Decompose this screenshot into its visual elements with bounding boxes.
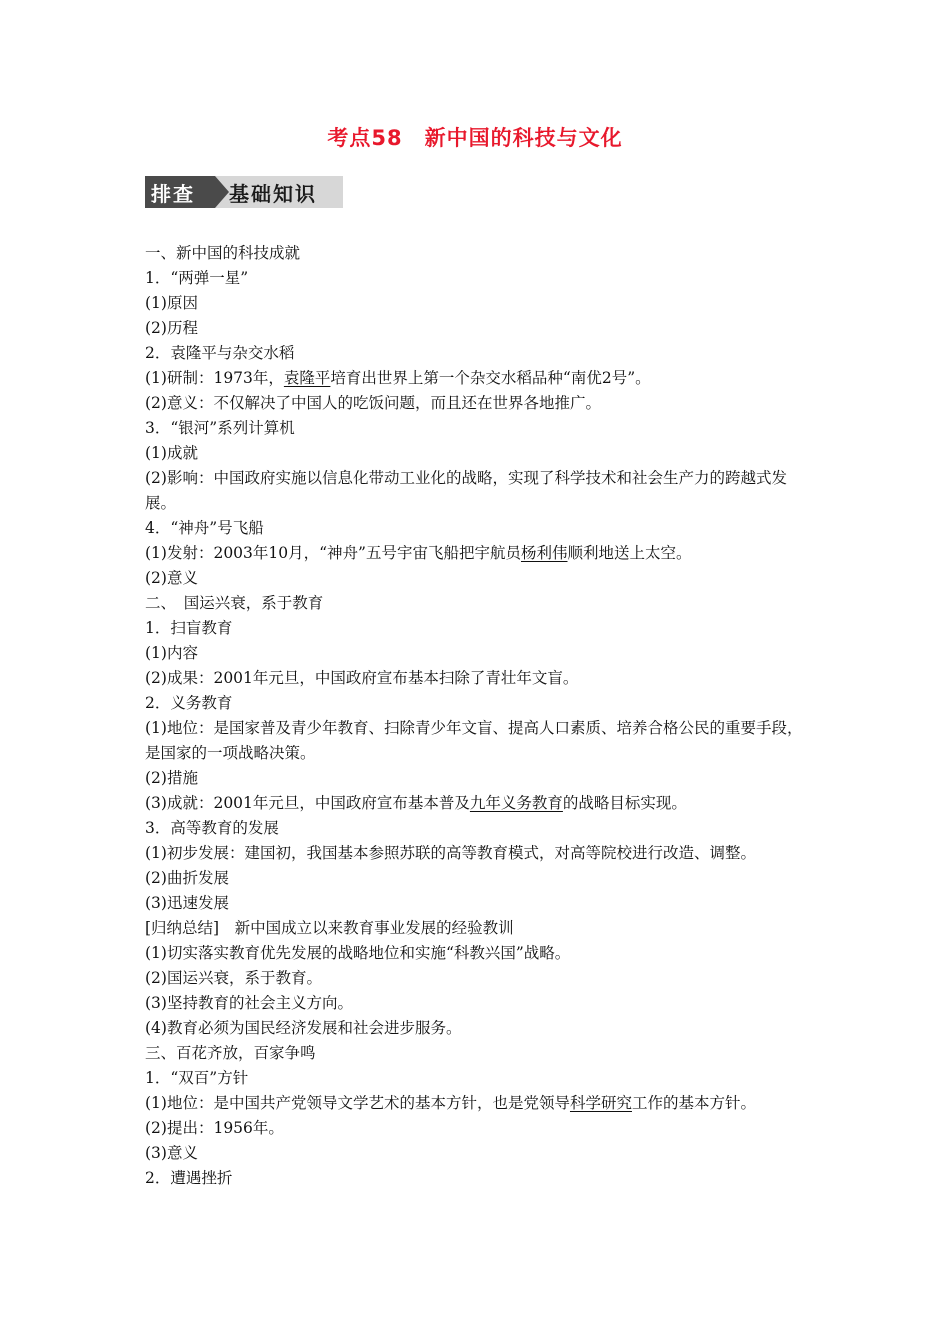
underlined-term: 九年义务教育 xyxy=(469,794,563,812)
text-line: 2．遭遇挫折 xyxy=(145,1169,233,1187)
text-line: 1．扫盲教育 xyxy=(145,619,233,637)
banner-label: 基础知识 xyxy=(229,182,317,206)
text-line: 一、新中国的科技成就 xyxy=(145,244,301,262)
text-line: (1)成就 xyxy=(145,444,198,462)
text-line: (2)措施 xyxy=(145,769,198,787)
text-line: (3)坚持教育的社会主义方向。 xyxy=(145,994,353,1012)
text-line: 2．义务教育 xyxy=(145,694,233,712)
text-line: (3)迅速发展 xyxy=(145,894,229,912)
page-title: 考点58 新中国的科技与文化 xyxy=(327,126,623,150)
text-line: 1．“双百”方针 xyxy=(145,1069,249,1087)
text-line: 4．“神舟”号飞船 xyxy=(145,519,264,537)
text-line xyxy=(145,366,810,391)
text-segment: 顺利地送上太空。 xyxy=(567,544,692,562)
text-segment: (1)发射：2003年10月，“神舟”五号宇宙飞船把宇航员 xyxy=(145,544,521,562)
text-line: (2)影响：中国政府实施以信息化带动工业化的战略，实现了科学技术和社会生产力的跨越式发展。 xyxy=(145,469,787,512)
section-banner xyxy=(145,176,343,208)
text-segment: 工作的基本方针。 xyxy=(631,1094,756,1112)
text-segment: (3)成就：2001年元旦，中国政府宣布基本普及 xyxy=(145,794,470,812)
underlined-term: 袁隆平 xyxy=(283,369,331,387)
text-line: (2)曲折发展 xyxy=(145,869,229,887)
text-segment: (1)地位：是中国共产党领导文学艺术的基本方针，也是党领导 xyxy=(145,1094,570,1112)
text-segment: (1)研制：1973年， xyxy=(145,369,284,387)
text-line: (1)初步发展：建国初，我国基本参照苏联的高等教育模式，对高等院校进行改造、调整。 xyxy=(145,844,756,862)
text-line: 2．袁隆平与杂交水稻 xyxy=(145,344,295,362)
text-line: (1)地位：是国家普及青少年教育、扫除青少年文盲、提高人口素质、培养合格公民的重要手段，是国家的一项战略决策。 xyxy=(145,719,803,762)
text-line: (1)内容 xyxy=(145,644,198,662)
text-line: (2)国运兴衰，系于教育。 xyxy=(145,969,322,987)
text-line: (2)历程 xyxy=(145,319,198,337)
banner-tag: 排查 xyxy=(151,182,195,206)
text-line: (1)原因 xyxy=(145,294,198,312)
underlined-term: 杨利伟 xyxy=(520,544,568,562)
underlined-term: 科学研究 xyxy=(569,1094,632,1112)
text-line: (3)意义 xyxy=(145,1144,198,1162)
text-line: (2)意义：不仅解决了中国人的吃饭问题，而且还在世界各地推广。 xyxy=(145,394,601,412)
text-line: 3．高等教育的发展 xyxy=(145,819,279,837)
text-line: (1)切实落实教育优先发展的战略地位和实施“科教兴国”战略。 xyxy=(145,944,571,962)
text-segment: 的战略目标实现。 xyxy=(562,794,687,812)
text-line: (2)意义 xyxy=(145,569,198,587)
text-segment: 培育出世界上第一个杂交水稻品种“南优2号”。 xyxy=(330,369,651,387)
text-line: (2)提出：1956年。 xyxy=(145,1119,284,1137)
text-line: 三、百花齐放，百家争鸣 xyxy=(145,1044,316,1062)
text-line: 1．“两弹一星” xyxy=(145,269,249,287)
text-line xyxy=(145,1091,810,1116)
text-line: (2)成果：2001年元旦，中国政府宣布基本扫除了青壮年文盲。 xyxy=(145,669,579,687)
text-line: [归纳总结] 新中国成立以来教育事业发展的经验教训 xyxy=(145,919,514,937)
text-line xyxy=(145,541,810,566)
banner-tag-box xyxy=(145,176,215,208)
text-line: 二、 国运兴衰，系于教育 xyxy=(145,594,324,612)
text-line: (4)教育必须为国民经济发展和社会进步服务。 xyxy=(145,1019,462,1037)
text-line: 3．“银河”系列计算机 xyxy=(145,419,295,437)
document-body xyxy=(145,241,810,1191)
text-line xyxy=(145,791,810,816)
